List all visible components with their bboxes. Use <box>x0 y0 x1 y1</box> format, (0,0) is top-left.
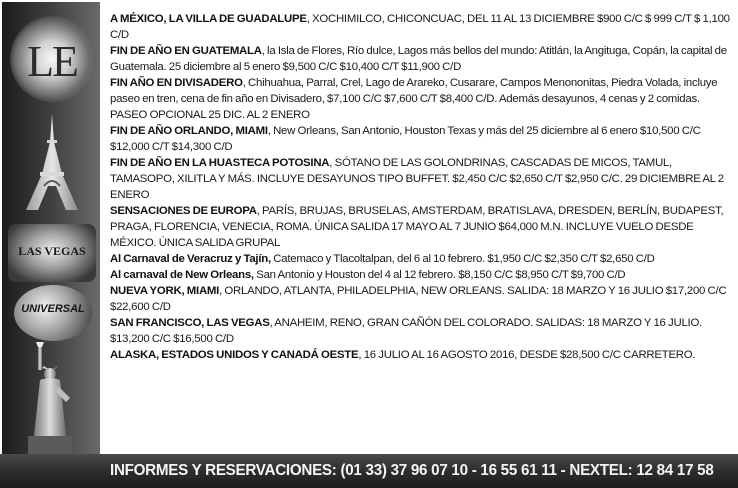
las-vegas-sign-image <box>8 224 96 282</box>
universal-globe-image <box>14 285 92 341</box>
package-details: , New Orleans, San Antonio, Houston Texas y más del 25 diciembre al 6 enero $10,500 C/C $12,000 C/T $14,300 C/D <box>110 125 701 153</box>
package-title: FIN DE AÑO EN GUATEMALA <box>110 45 262 57</box>
package-title: SENSACIONES DE EUROPA <box>110 205 257 217</box>
contact-footer <box>0 454 738 488</box>
package-details: , ORLANDO, ATLANTA, PHILADELPHIA, NEW ORLEANS. SALIDA: 18 MARZO Y 16 JULIO $17,200 C/C $22,600 C/D <box>110 285 727 313</box>
package-item <box>110 11 732 43</box>
package-details: , Chihuahua, Parral, Crel, Lago de Arareko, Cusarare, Campos Menononitas, Piedra Volada, incluye paseo en tren, cena de fin año en Divisadero, $7,100 C/C $7,600 C/T $8,400 C/D. Además desayunos, 4 cenas y 2 comidas. PASEO OPCIONAL 25 DIC. AL 2 ENERO <box>110 77 718 121</box>
package-item <box>110 347 732 363</box>
agency-logo <box>10 16 94 102</box>
package-item <box>110 251 732 267</box>
package-title: A MÉXICO, LA VILLA DE GUADALUPE <box>110 13 307 25</box>
photo-collage <box>2 2 100 454</box>
vegas-sign-text: LAS VEGAS <box>18 244 86 258</box>
package-details: Catemaco y Tlacoltalpan, del 6 al 10 febrero. $1,950 C/C $2,350 C/T $2,650 C/D <box>270 253 655 265</box>
contact-info: INFORMES Y RESERVACIONES: (01 33) 37 96 07 10 - 16 55 61 11 - NEXTEL: 12 84 17 58 <box>110 462 714 479</box>
package-item <box>110 123 732 155</box>
travel-packages-list <box>110 11 732 453</box>
package-title: Al carnaval de New Orleans, <box>110 269 254 281</box>
package-item <box>110 315 732 347</box>
package-item <box>110 75 732 123</box>
package-title: SAN FRANCISCO, LAS VEGAS <box>110 317 270 329</box>
package-title: ALASKA, ESTADOS UNIDOS Y CANADÁ OESTE <box>110 349 359 361</box>
package-title: Al Carnaval de Veracruz y Tajín, <box>110 253 271 265</box>
package-item <box>110 155 732 203</box>
logo-letters: LE <box>27 37 77 86</box>
package-details: , SÓTANO DE LAS GOLONDRINAS, CASCADAS DE MICOS, TAMUL, TAMASOPO, XILITLA Y MÁS. INCLUYE DESAYUNOS TIPO BUFFET. $2,450 C/C $2,650 C/T $2,950 C/C. 29 DICIEMBRE AL 2 ENERO <box>110 157 724 201</box>
package-item <box>110 43 732 75</box>
package-title: FIN DE AÑO ORLANDO, MIAMI <box>110 125 268 137</box>
package-title: FIN AÑO EN DIVISADERO <box>110 77 243 89</box>
eiffel-tower-image <box>20 112 84 212</box>
globe-text: UNIVERSAL <box>21 303 85 315</box>
package-details: , 16 JULIO AL 16 AGOSTO 2016, DESDE $28,500 C/C CARRETERO. <box>358 349 696 361</box>
package-details: , XOCHIMILCO, CHICONCUAC, DEL 11 AL 13 DICIEMBRE $900 C/C $ 999 C/T $ 1,100 C/D <box>110 13 730 41</box>
package-title: FIN DE AÑO EN LA HUASTECA POTOSINA <box>110 157 330 169</box>
package-item <box>110 203 732 251</box>
package-details: San Antonio y Houston del 4 al 12 febrero. $8,150 C/C $8,950 C/T $9,700 C/D <box>253 269 626 281</box>
package-details: , la Isla de Flores, Río dulce, Lagos más bellos del mundo: Atitlán, la Angituga, Copán, la capital de Guatemala. 25 diciembre al 5 enero $9,500 C/C $10,400 C/T $11,900 C/D <box>110 45 727 73</box>
package-item <box>110 283 732 315</box>
package-item <box>110 267 732 283</box>
package-details: , PARÍS, BRUJAS, BRUSELAS, AMSTERDAM, BRATISLAVA, DRESDEN, BERLÍN, BUDAPEST, PRAGA, FLORENCIA, VENECIA, ROMA. ÚNICA SALIDA 17 MAYO AL 7 JUNIO $64,000 M.N. INCLUYE VUELO DESDE MÉXICO. ÚNICA SALIDA GRUPAL <box>110 205 724 249</box>
statue-of-liberty-image <box>16 340 88 454</box>
package-title: NUEVA YORK, MIAMI <box>110 285 220 297</box>
package-details: , ANAHEIM, RENO, GRAN CAÑÓN DEL COLORADO. SALIDAS: 18 MARZO Y 16 JULIO. $13,200 C/C $16,500 C/D <box>110 317 702 345</box>
